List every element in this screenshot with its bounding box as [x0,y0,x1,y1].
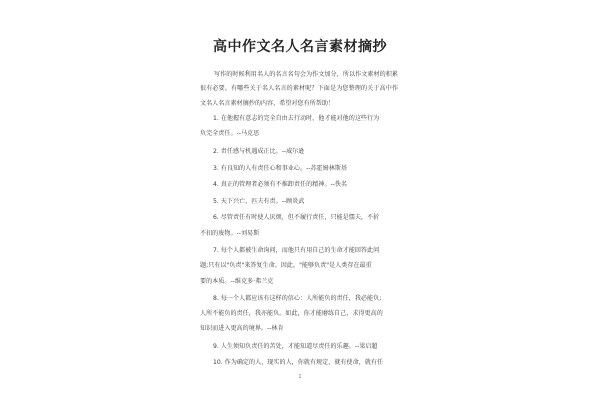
quote-line: 4. 真正的管理者必须有不推卸责任的精神。--佚名 [213,181,348,188]
quote-line: 题;只有以"负责"来答复生命。因此，"能够负责"是人类存在最重 [200,262,372,269]
page-title: 高中作文名人名言素材摘抄 [213,39,387,55]
intro-paragraph: 写作的时候利用名人的名言名句会为作文加分，所以作文素材的积累很有必要。有哪些关于名人名言的素材呢？下面是为您整理的关于高中作文名人名言素材摘抄的内容，希望对您有所帮助！ [200,71,398,107]
quote-line: 9. 人生须知负责任的苦处，才能知道尽责任的乐趣。--梁启超 [213,343,378,350]
quote-line: 人所不能负的责任，我亦能负。如此，你才能磨练自己，求得更高的 [200,310,383,317]
quote-line: 要的本质。--维克多·弗兰克 [200,278,274,285]
quote-line: 6. 尽管责任有时使人厌烦，但不履行责任，只能是懦夫，不折 [213,214,380,221]
quote-line: 10. 作为确定的人，现实的人，你就有规定，就有使命，就有任 [213,359,384,366]
quote-line: 2. 责任感与机遇成正比。--威尔逊 [213,148,305,155]
quote-line: 5. 天下兴亡，匹夫有责。--顾炎武 [213,198,305,205]
page-number: 1 [298,374,302,380]
quote-line: 负完全责任。--马克思 [200,130,260,137]
quote-line: 7. 每个人都被生命询问，而他只有用自己的生命才能回答此问 [213,247,380,254]
quote-line: 知识而进入更高的境界。--林肯 [200,325,284,332]
quote-line: 1. 在他握有意志的完全自由去行动时，他才能对他的这些行为 [213,115,380,122]
quote-line: 不扣的废物。--刘易斯 [200,230,260,237]
quote-line: 8. 每一个人都应该有这样的信心：人所能负的责任，我必能负; [213,295,382,302]
quote-line: 3. 有良知的人有责任心和事业心。--苏霍姆林斯基 [213,165,348,172]
